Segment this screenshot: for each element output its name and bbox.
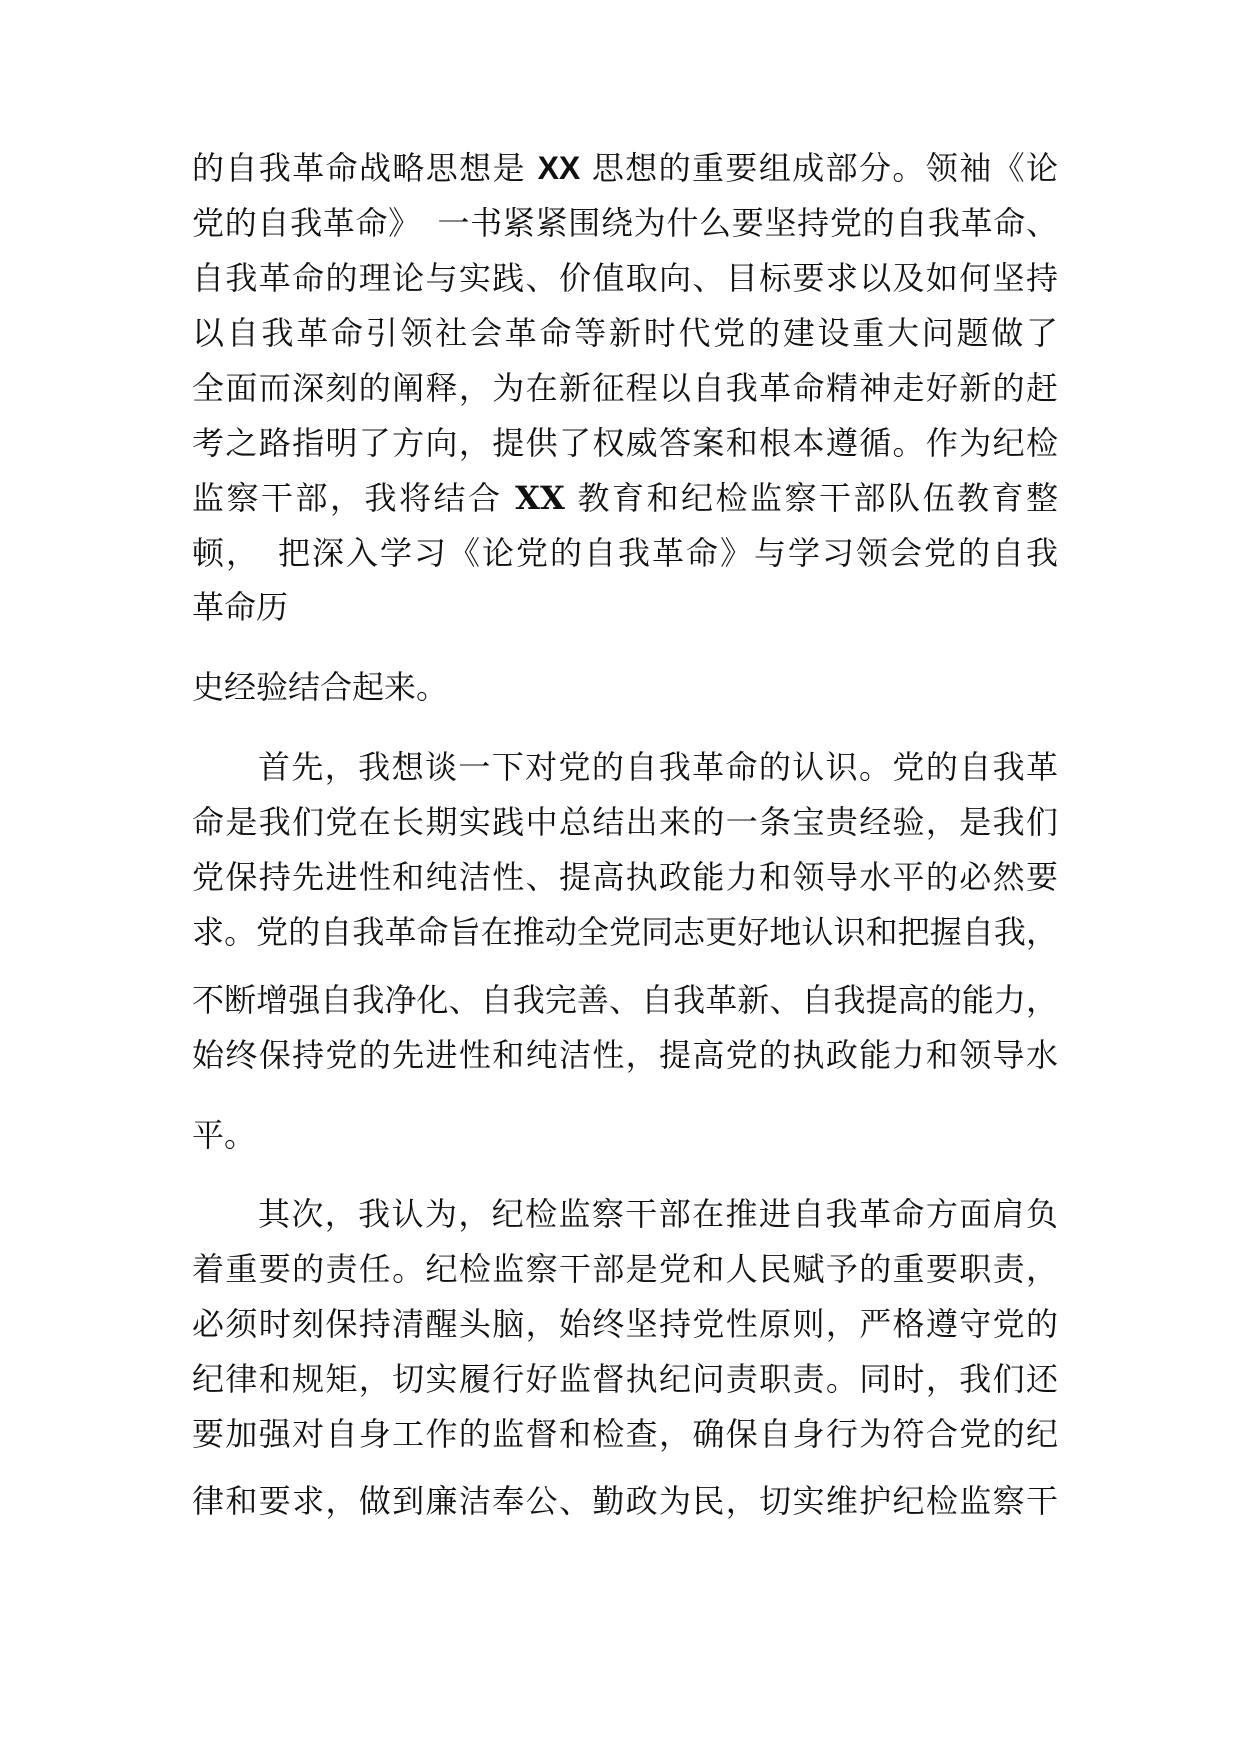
paragraph-3-line-6: 始终保持党的先进性和纯洁性，提高党的执政能力和领导水 — [192, 1036, 1058, 1074]
paragraph-2-line-1: 史经验结合起来。 — [192, 668, 449, 706]
paragraph-1-line-1 — [192, 144, 1058, 192]
text-segment: 思想的重要组成部分。领袖《论 — [591, 149, 1058, 187]
placeholder-xx: XX — [515, 479, 565, 517]
paragraph-1-line-8: 顿， 把深入学习《论党的自我革命》与学习领会党的自我 — [192, 534, 1058, 572]
text-segment: 教育和纪检监察干部队伍教育整 — [577, 479, 1058, 517]
paragraph-1-line-3: 自我革命的理论与实践、价值取向、目标要求以及如何坚持 — [192, 259, 1058, 297]
paragraph-1-line-7 — [192, 474, 1058, 522]
paragraph-4-line-4: 纪律和规矩，切实履行好监督执纪问责职责。同时，我们还 — [192, 1360, 1058, 1398]
paragraph-4-line-3: 必须时刻保持清醒头脑，始终坚持党性原则，严格遵守党的 — [192, 1305, 1058, 1343]
paragraph-3-line-4: 求。党的自我革命旨在推动全党同志更好地认识和把握自我， — [192, 913, 1058, 951]
paragraph-4-line-2: 着重要的责任。纪检监察干部是党和人民赋予的重要职责， — [192, 1250, 1058, 1288]
paragraph-3-line-7: 平。 — [192, 1116, 257, 1154]
paragraph-3-line-3: 党保持先进性和纯洁性、提高执政能力和领导水平的必然要 — [192, 858, 1058, 896]
text-segment: 的自我革命战略思想是 — [192, 149, 526, 187]
paragraph-1-line-4: 以自我革命引领社会革命等新时代党的建设重大问题做了 — [192, 314, 1058, 352]
paragraph-1-line-9: 革命历 — [192, 588, 289, 626]
paragraph-3-line-2: 命是我们党在长期实践中总结出来的一条宝贵经验，是我们 — [192, 803, 1058, 841]
paragraph-1-line-2: 党的自我革命》 一书紧紧围绕为什么要坚持党的自我革命、 — [192, 204, 1058, 242]
placeholder-xx: XX — [537, 150, 581, 186]
paragraph-3-line-5: 不断增强自我净化、自我完善、自我革新、自我提高的能力， — [192, 981, 1058, 1019]
paragraph-4-line-6: 律和要求，做到廉洁奉公、勤政为民，切实维护纪检监察干 — [192, 1482, 1058, 1520]
paragraph-3-line-1: 首先，我想谈一下对党的自我革命的认识。党的自我革 — [258, 748, 1058, 786]
paragraph-1-line-5: 全面而深刻的阐释，为在新征程以自我革命精神走好新的赶 — [192, 369, 1058, 407]
paragraph-4-line-5: 要加强对自身工作的监督和检查，确保自身行为符合党的纪 — [192, 1415, 1058, 1453]
paragraph-4-line-1: 其次，我认为，纪检监察干部在推进自我革命方面肩负 — [258, 1195, 1058, 1233]
paragraph-1-line-6: 考之路指明了方向，提供了权威答案和根本遵循。作为纪检 — [192, 424, 1058, 462]
text-segment: 监察干部，我将结合 — [192, 479, 503, 517]
